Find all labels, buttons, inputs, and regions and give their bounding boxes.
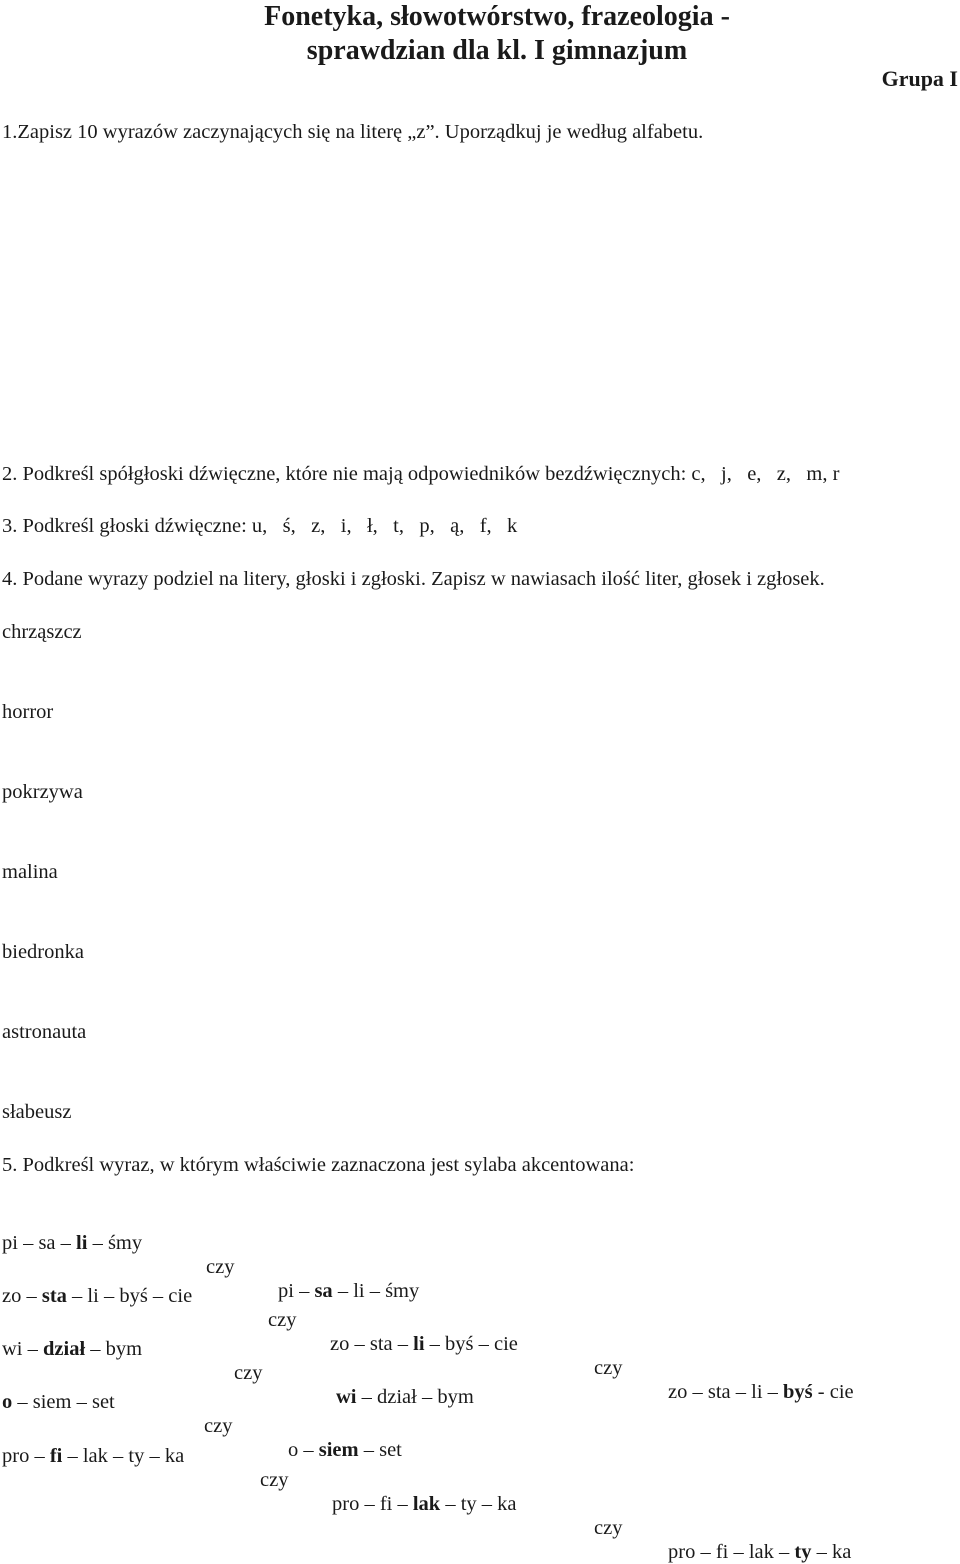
- syllable-option: wi – dział – bym: [336, 1386, 474, 1408]
- word-chrzaszcz: chrząszcz: [2, 621, 82, 643]
- task-1: 1.Zapisz 10 wyrazów zaczynających się na literę „z”. Uporządkuj je według alfabetu.: [2, 121, 704, 143]
- syllable-option: pi – sa – li – śmy: [2, 1232, 143, 1254]
- word-malina: malina: [2, 861, 58, 883]
- title-line-1: Fonetyka, słowotwórstwo, frazeologia -: [264, 1, 730, 32]
- word-astronauta: astronauta: [2, 1021, 87, 1043]
- connector-czy: czy: [260, 1469, 289, 1491]
- task-2: 2. Podkreśl spółgłoski dźwięczne, które nie mają odpowiedników bezdźwięcznych: c, j, e, z, m, r: [2, 463, 840, 485]
- syllable-option: pro – fi – lak – ty – ka: [668, 1541, 852, 1563]
- syllable-option: zo – sta – li – byś – cie: [330, 1333, 518, 1355]
- task-4: 4. Podane wyrazy podziel na litery, głoski i zgłoski. Zapisz w nawiasach ilość liter, głosek i zgłosek.: [2, 568, 825, 590]
- connector-czy: czy: [594, 1357, 623, 1379]
- word-pokrzywa: pokrzywa: [2, 781, 83, 803]
- connector-czy: czy: [594, 1517, 623, 1539]
- word-slabeusz: słabeusz: [2, 1101, 72, 1123]
- word-biedronka: biedronka: [2, 941, 84, 963]
- title-line-2: sprawdzian dla kl. I gimnazjum: [306, 35, 688, 66]
- connector-czy: czy: [204, 1415, 233, 1437]
- task-3: 3. Podkreśl głoski dźwięczne: u, ś, z, i, ł, t, p, ą, f, k: [2, 515, 518, 537]
- group-label: Grupa I: [881, 66, 958, 91]
- syllable-option: pro – fi – lak – ty – ka: [332, 1493, 517, 1515]
- page-title: [0, 0, 960, 68]
- word-horror: horror: [2, 701, 54, 723]
- connector-czy: czy: [234, 1362, 263, 1384]
- syllable-option: wi – dział – bym: [2, 1338, 143, 1360]
- syllable-option: pro – fi – lak – ty – ka: [2, 1445, 185, 1467]
- syllable-option: o – siem – set: [288, 1439, 402, 1461]
- syllable-option: o – siem – set: [2, 1391, 115, 1413]
- syllable-option: pi – sa – li – śmy: [278, 1280, 420, 1302]
- syllable-option: zo – sta – li – byś – cie: [2, 1285, 193, 1307]
- connector-czy: czy: [268, 1309, 297, 1331]
- syllable-option: zo – sta – li – byś - cie: [668, 1381, 854, 1403]
- task-5: 5. Podkreśl wyraz, w którym właściwie zaznaczona jest sylaba akcentowana:: [2, 1154, 635, 1176]
- connector-czy: czy: [206, 1256, 235, 1278]
